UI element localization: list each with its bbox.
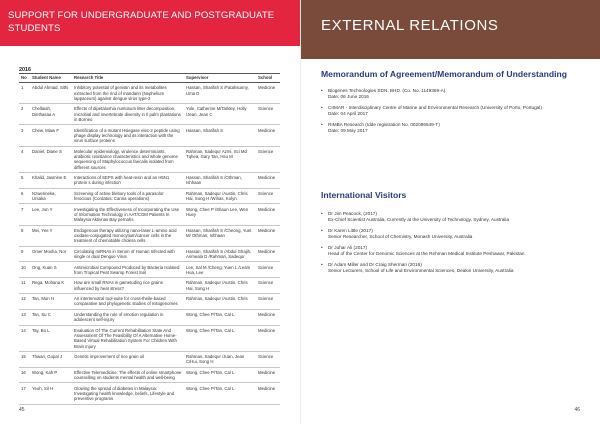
page-number-left: 45 [19, 407, 25, 413]
cell-student-name: Khalid, Jasmine E [30, 172, 72, 188]
cell-supervisor: Wong, Chee P/Tan, Cal L [184, 367, 256, 383]
table-row [19, 146, 280, 172]
cell-student-name: Yeoh, Sil H [30, 383, 72, 404]
bullet-icon: • [321, 228, 323, 233]
cell-research-title: An intertemotral tool-suite for cross-theile-based comparative and phylogenetic studies of mitogenomes [72, 293, 184, 309]
header-school: School [256, 74, 280, 83]
cell-no: 3 [19, 125, 30, 146]
cell-school: Medicine [256, 309, 280, 325]
cell-no: 16 [19, 367, 30, 383]
cell-supervisor: Wong, Chee P /Shaun Lee, Wen Huey [184, 204, 256, 225]
cell-school: Medicine [256, 83, 280, 104]
visitors-heading: International Visitors [321, 190, 407, 200]
mou-item [321, 105, 586, 117]
cell-research-title: Inhibitory potential of genistin and its metabolites extracted from the rind of mandarin (Nephelium lappaceum) against dengue virus type-2 [72, 83, 184, 104]
cell-supervisor: Wong, Chee P/Tan, Cal L [184, 383, 256, 404]
bullet-icon: • [321, 88, 323, 93]
visitor-item [321, 211, 586, 223]
visitor-item-line1: Dr Adam Miller and Dr Craig Sherman (2016) [328, 262, 422, 267]
left-banner-title: SUPPORT FOR UNDERGRADUATE AND POSTGRADUATE STUDENTS [8, 10, 275, 34]
visitor-item-line2: Head of the Center for Genomic Sciences at the Rehman Medical Institute Peshawar, Pakistan [328, 251, 525, 256]
cell-school: Science [256, 293, 280, 309]
visitor-item-line1: Dr Karen Little (2017) [328, 228, 373, 233]
cell-no: 1 [19, 83, 30, 104]
table-row [19, 172, 280, 188]
cell-supervisor: Rahman, Sadequr /Austin, Chris Hai, Song H /Wihas, Kolyn [184, 188, 256, 204]
cell-no: 12 [19, 293, 30, 309]
cell-research-title: How are small RNAs in gametoding rice grains influenced by heat stress? [72, 278, 184, 294]
table-row [19, 225, 280, 246]
cell-no: 4 [19, 146, 30, 172]
mou-item-line2: Date: 06 June 2016 [328, 94, 369, 99]
cell-student-name: Omer Mosha, Nor [30, 246, 72, 262]
cell-no: 10 [19, 262, 30, 278]
mou-list [321, 88, 586, 139]
visitor-item [321, 245, 586, 257]
cell-research-title: Understanding the role of emotion regulation in adolescent self-injury [72, 309, 184, 325]
cell-research-title: Molecular epidemiology, virulence determinants, antibiotic resistance characteristics and whole genome sequencing of Staphylococcus faecalis isolated from different sources [72, 146, 184, 172]
table-row [19, 325, 280, 351]
cell-supervisor: Rahman, Sadequr /Austin, Chris Hai, Song H [184, 278, 256, 294]
cell-research-title: Glowing the spread of diabetes in Malaysia: Investigating health knowledge, beliefs, Lifestyle and preventive programs [72, 383, 184, 404]
table-row [19, 125, 280, 146]
cell-no: 15 [19, 351, 30, 367]
cell-school: Science [256, 188, 280, 204]
cell-student-name: Abdul Ahmad, Sithi [30, 83, 72, 104]
cell-supervisor: Rahman, Sadequr Azmi, Sci Md Tqhea, Gary Tan, Hsu M [184, 146, 256, 172]
cell-supervisor: Hassan, Sharifah S /Fatahsunny, Uma D [184, 83, 256, 104]
mou-item-line1: RIMBA Research (Idde registration No. 002086549-T) [328, 122, 440, 127]
cell-no: 8 [19, 225, 30, 246]
cell-no: 17 [19, 383, 30, 404]
cell-no: 11 [19, 278, 30, 294]
mou-item-line1: Biogenes Technologies SDN. BHD. (Co. No. 1149369-A) [328, 88, 446, 93]
cell-student-name: Rega, Mohana K [30, 278, 72, 294]
bullet-icon: • [321, 105, 323, 110]
page-number-right: 46 [574, 407, 580, 413]
table-row [19, 278, 280, 294]
cell-no: 9 [19, 246, 30, 262]
cell-student-name: Tay, Bo L [30, 325, 72, 351]
cell-research-title: Evaluation Of The Current Rehabilitation State And Assessment Of The Feasibility Of A Alternative Home-Based Virtual Rehabilitation System For Children With Brain Injury [72, 325, 184, 351]
cell-no: 6 [19, 188, 30, 204]
cell-student-name: Daniel, Diane S [30, 146, 72, 172]
visitors-list [321, 211, 586, 279]
cell-student-name: Wong, Kah P [30, 367, 72, 383]
research-table-body [19, 83, 280, 404]
cell-no: 7 [19, 204, 30, 225]
cell-research-title: Antimicrobial Compound Produced by Bacteria Isolated from Tropical Peat Swamp Forest Soil [72, 262, 184, 278]
bullet-icon: • [321, 245, 323, 250]
cell-supervisor: Wong, Chee P/Tan, Cal L [184, 309, 256, 325]
table-year: 2016 [19, 67, 31, 73]
cell-student-name: Chellaiah, Dinthasaa A [30, 104, 72, 125]
table-row [19, 262, 280, 278]
table-row [19, 83, 280, 104]
visitor-item-line1: Dr Johar Ali (2017) [328, 245, 368, 250]
cell-supervisor: Wong, Chee P/Tan, Cal L [184, 325, 256, 351]
cell-school: Medicine [256, 225, 280, 246]
cell-research-title: Investigating the Effectiveness of Incorporating the Use of Information Technology in AAT/CGM Patients In Malaysia Aktivnas Bay pernahs [72, 204, 184, 225]
cell-research-title: Interactions of SEPS with heat-resin and an H5N1 protein s during infection [72, 172, 184, 188]
mou-item-line2: Date: 09 May 2017 [328, 128, 368, 133]
table-row [19, 204, 280, 225]
cell-research-title: Circulating miRNAs in Serum of Human Infected with single or dual Dengue Virus [72, 246, 184, 262]
cell-school: Medicine [256, 246, 280, 262]
mou-item-line2: Date: 04 April 2017 [328, 111, 368, 116]
cell-school: Science [256, 104, 280, 125]
cell-school: Medicine [256, 325, 280, 351]
cell-research-title: Genetic improvement of rice grain oil [72, 351, 184, 367]
cell-supervisor: Hassan, Sharifah S /Othman, Ishhaan [184, 172, 256, 188]
mou-item-line1: CIIMAR - Interdisciplinary Centre of Marine and Environmental Research (University of Porto, Portugal) [328, 105, 542, 110]
header-no: No [19, 74, 30, 83]
cell-supervisor: Yule, Catherine M/Tarkley, Holly /Jean, Jean C [184, 104, 256, 125]
cell-school: Medicine [256, 172, 280, 188]
cell-student-name: Tan, Mun H [30, 293, 72, 309]
cell-school: Science [256, 278, 280, 294]
visitor-item-line2: Senior Researcher, School of Chemistry, Monash University, Australia [328, 234, 473, 239]
cell-student-name: Thwari, Gopal J [30, 351, 72, 367]
right-page [300, 0, 600, 424]
table-row [19, 383, 280, 404]
right-banner-title: EXTERNAL RELATIONS [321, 17, 499, 34]
cell-research-title: Screening of active blebury tools of a parasolor ferocious (Cordatus: Canna operations) [72, 188, 184, 204]
research-table [19, 73, 280, 405]
right-banner [301, 0, 600, 59]
cell-student-name: Mei, Yee Y [30, 225, 72, 246]
cell-supervisor: Rahman, Sadequr /Juan, Jean C/Hui, Song H [184, 351, 256, 367]
cell-school: Medicine [256, 204, 280, 225]
visitor-item [321, 262, 586, 274]
visitor-item-line2: Senior Lecturers, School of Life and Environmental Sciences, Deakin University, Australia [328, 268, 514, 273]
visitor-item-line1: Dr Jim Peacock, (2017) [328, 211, 377, 216]
table-row [19, 246, 280, 262]
table-row [19, 104, 280, 125]
cell-research-title: Endogenous therapy utilizing nano-laser L-amino acid oxidase-conjugated monocytium/cancer cells in the treatment of chemotable cholera cells [72, 225, 184, 246]
cell-supervisor: Rahman, Sadequr /Austin, Chris [184, 293, 256, 309]
cell-supervisor: Hassan, Sharifah S [184, 125, 256, 146]
cell-school: Science [256, 146, 280, 172]
cell-school: Science [256, 262, 280, 278]
cell-student-name: Tan, Su C [30, 309, 72, 325]
visitor-item-line2: Ex-Chief Scientist Australia, Currently at the University of Technology, Sydney, Australia [328, 217, 510, 222]
cell-school: Medicine [256, 125, 280, 146]
cell-no: 2 [19, 104, 30, 125]
cell-student-name: Nzwerineka, Ursaka [30, 188, 72, 204]
left-banner [0, 0, 300, 46]
bullet-icon: • [321, 122, 323, 127]
cell-student-name: Lee, Jun Y [30, 204, 72, 225]
cell-student-name: Ong, Kuan S [30, 262, 72, 278]
table-row [19, 293, 280, 309]
table-row [19, 367, 280, 383]
cell-school: Medicine [256, 383, 280, 404]
mou-item [321, 88, 586, 100]
bullet-icon: • [321, 211, 323, 216]
mou-item [321, 122, 586, 134]
table-row [19, 351, 280, 367]
table-row [19, 188, 280, 204]
cell-supervisor: Hassan, Sharifah S /Cheong, Yuet M/ Othman, Ishhaan [184, 225, 256, 246]
header-student-name: Student Name [30, 74, 72, 83]
header-supervisor: Supervisor [184, 74, 256, 83]
cell-school: Medicine [256, 367, 280, 383]
cell-no: 14 [19, 325, 30, 351]
visitor-item [321, 228, 586, 240]
cell-research-title: Effective Telemedicine: The effects of online smartphone counselling on students mental health and well-being [72, 367, 184, 383]
cell-supervisor: Hassan, Sharifah S /Abdul Ghajih, Anmeala D /Rahman, Sadequr [184, 246, 256, 262]
cell-no: 13 [19, 309, 30, 325]
table-row [19, 309, 280, 325]
mou-heading: Memorandum of Agreement/Memorandum of Understanding [321, 69, 568, 79]
cell-no: 5 [19, 172, 30, 188]
bullet-icon: • [321, 262, 323, 267]
cell-supervisor: Lee, Sal M /Cheng, Yuen L /Leam Hua, Lee [184, 262, 256, 278]
table-header-row [19, 74, 280, 83]
cell-student-name: Chew, Miaw F [30, 125, 72, 146]
header-research-title: Research Title [72, 74, 184, 83]
cell-research-title: Identification of a mutant Hsiegase elec-2 peptide using phage display technology and its interaction with the virus surface proteins [72, 125, 184, 146]
cell-research-title: Effects of dipetaloshia nuntosum litter decomposition, microbial and invertebrate diversity in Il palm plantations in Borneo [72, 104, 184, 125]
cell-school: Science [256, 351, 280, 367]
